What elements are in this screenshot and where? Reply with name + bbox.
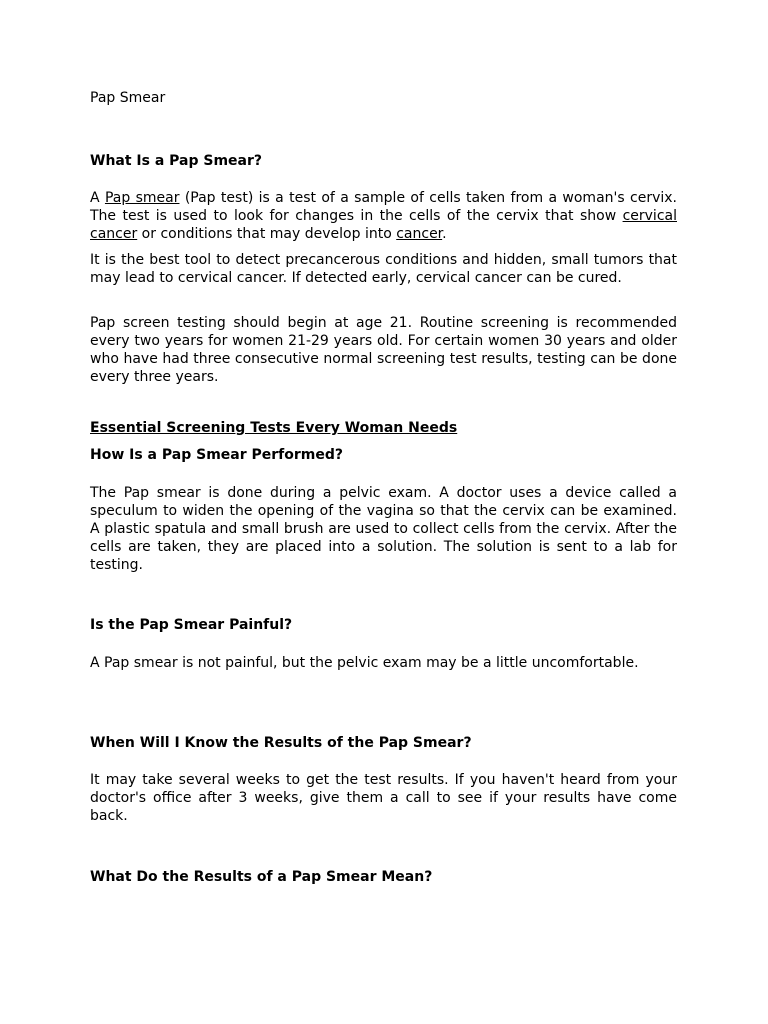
link-cervical-cancer[interactable]: cervical cancer (90, 208, 677, 242)
paragraph-text: or conditions that may develop into (137, 226, 397, 242)
heading-what-is-pap-smear: What Is a Pap Smear? (90, 153, 263, 169)
paragraph-text: . (442, 226, 447, 242)
paragraph-results-when: It may take several weeks to get the test results. If you haven't heard from your doctor's office after 3 weeks, give them a call to see if your results have come back. (90, 772, 677, 824)
paragraph-text: A (90, 190, 105, 206)
heading-results-mean: What Do the Results of a Pap Smear Mean? (90, 869, 433, 885)
paragraph-screening-schedule: Pap screen testing should begin at age 21. Routine screening is recommended every two years for women 21-29 years old. For certain women 30 years and older who have had three consecutive normal screening test results, testing can be done every three years. (90, 315, 677, 385)
paragraph-best-tool: It is the best tool to detect precancerous conditions and hidden, small tumors that may lead to cervical cancer. If detected early, cervical cancer can be cured. (90, 252, 677, 286)
paragraph-pap-smear-definition (90, 189, 677, 243)
heading-how-performed: How Is a Pap Smear Performed? (90, 447, 343, 463)
paragraph-how-performed: The Pap smear is done during a pelvic exam. A doctor uses a device called a speculum to widen the opening of the vagina so that the cervix can be examined. A plastic spatula and small brush are used to collect cells from the cervix. After the cells are taken, they are placed into a solution. The solution is sent to a lab for testing. (90, 485, 677, 573)
link-pap-smear[interactable]: Pap smear (104, 190, 180, 206)
paragraph-text: (Pap test) is a test of a sample of cells taken from a woman's cervix. The test is used to look for changes in the cells of the cervix that show (90, 190, 678, 224)
heading-results-when: When Will I Know the Results of the Pap Smear? (90, 735, 472, 751)
document-title: Pap Smear (90, 90, 166, 106)
link-essential-screening-tests[interactable]: Essential Screening Tests Every Woman Needs (90, 420, 458, 436)
heading-is-painful: Is the Pap Smear Painful? (90, 617, 293, 633)
link-cancer[interactable]: cancer (396, 226, 443, 242)
paragraph-is-painful: A Pap smear is not painful, but the pelvic exam may be a little uncomfortable. (90, 655, 639, 671)
